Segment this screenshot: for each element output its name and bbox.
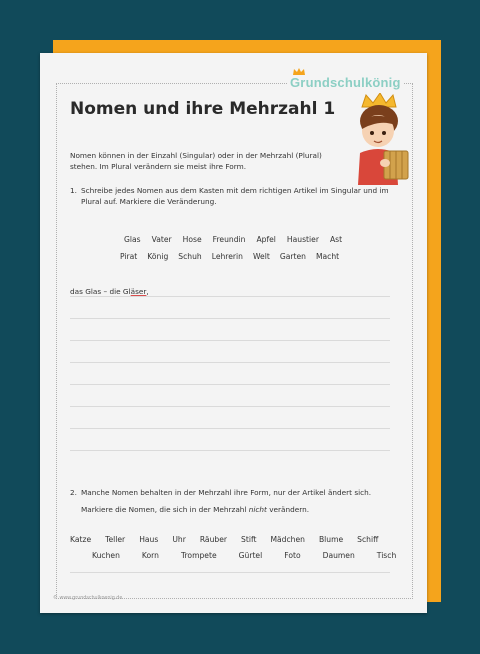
word: Glas <box>124 235 141 244</box>
word: Apfel <box>256 235 276 244</box>
word-box-2-row-2 <box>92 551 396 560</box>
example-marked-change: äser <box>130 287 147 296</box>
word[interactable]: Schiff <box>357 535 379 544</box>
word[interactable]: Blume <box>318 535 344 544</box>
word[interactable]: Trompete <box>180 551 217 560</box>
task-2-subtext-emphasis: nicht <box>248 505 267 514</box>
task-1-number: 1. <box>70 186 77 195</box>
writing-line[interactable] <box>70 340 390 341</box>
task-2-subtext-after: verändern. <box>266 505 310 514</box>
writing-line[interactable] <box>70 384 390 385</box>
word: Hose <box>182 235 202 244</box>
worksheet-page <box>40 53 427 613</box>
word[interactable]: Tisch <box>376 551 397 560</box>
king-child-illustration <box>340 93 412 193</box>
word[interactable]: Mädchen <box>270 535 305 544</box>
word-box-1-row-1 <box>124 235 342 244</box>
task-1-text: Schreibe jedes Nomen aus dem Kasten mit dem richtigen Artikel im Singular und im Plural auf. Markiere die Veränderung. <box>81 186 389 206</box>
page-title: Nomen und ihre Mehrzahl 1 <box>70 99 336 119</box>
word: Macht <box>315 252 340 261</box>
word[interactable]: Stift <box>241 535 257 544</box>
word: Haustier <box>286 235 319 244</box>
writing-line[interactable] <box>70 428 390 429</box>
word: Welt <box>252 252 270 261</box>
task-2-text: Manche Nomen behalten in der Mehrzahl ihre Form, nur der Artikel ändert sich. <box>81 488 372 497</box>
writing-line[interactable] <box>70 406 390 407</box>
writing-line[interactable] <box>70 296 390 297</box>
word: Pirat <box>120 252 138 261</box>
word[interactable]: Haus <box>139 535 159 544</box>
word-box-1-row-2 <box>120 252 339 261</box>
example-suffix: , <box>146 287 149 296</box>
word[interactable]: Korn <box>141 551 159 560</box>
task-1 <box>70 185 390 207</box>
word: Garten <box>279 252 306 261</box>
writing-line[interactable] <box>70 362 390 363</box>
word[interactable]: Gürtel <box>238 551 263 560</box>
divider-line <box>70 572 390 573</box>
task-2-subtext-before: Markiere die Nomen, die sich in der Mehrzahl <box>81 505 249 514</box>
writing-line[interactable] <box>70 450 390 451</box>
word[interactable]: Kuchen <box>92 551 120 560</box>
word[interactable]: Katze <box>70 535 92 544</box>
example-answer <box>70 287 149 296</box>
word: Ast <box>329 235 343 244</box>
footer-copyright: © www.grundschulkoenig.de <box>53 596 123 601</box>
word[interactable]: Foto <box>284 551 301 560</box>
word: Schuh <box>178 252 202 261</box>
task-2-subtext <box>81 505 309 514</box>
word[interactable]: Teller <box>105 535 126 544</box>
task-2-number: 2. <box>70 488 77 497</box>
word[interactable]: Daumen <box>322 551 355 560</box>
word: Vater <box>151 235 172 244</box>
task-2 <box>70 487 400 498</box>
word: Freundin <box>212 235 246 244</box>
example-prefix: das Glas – die Gl <box>70 287 131 296</box>
word-box-2-row-1 <box>70 535 378 544</box>
word[interactable]: Räuber <box>199 535 228 544</box>
word: Lehrerin <box>211 252 243 261</box>
brand-logo: Grundschulkönig <box>290 75 401 90</box>
word[interactable]: Uhr <box>172 535 186 544</box>
writing-line[interactable] <box>70 318 390 319</box>
word: König <box>147 252 169 261</box>
intro-text: Nomen können in der Einzahl (Singular) oder in der Mehrzahl (Plural) stehen. Im Plural verändern sie meist ihre Form. <box>70 151 322 171</box>
